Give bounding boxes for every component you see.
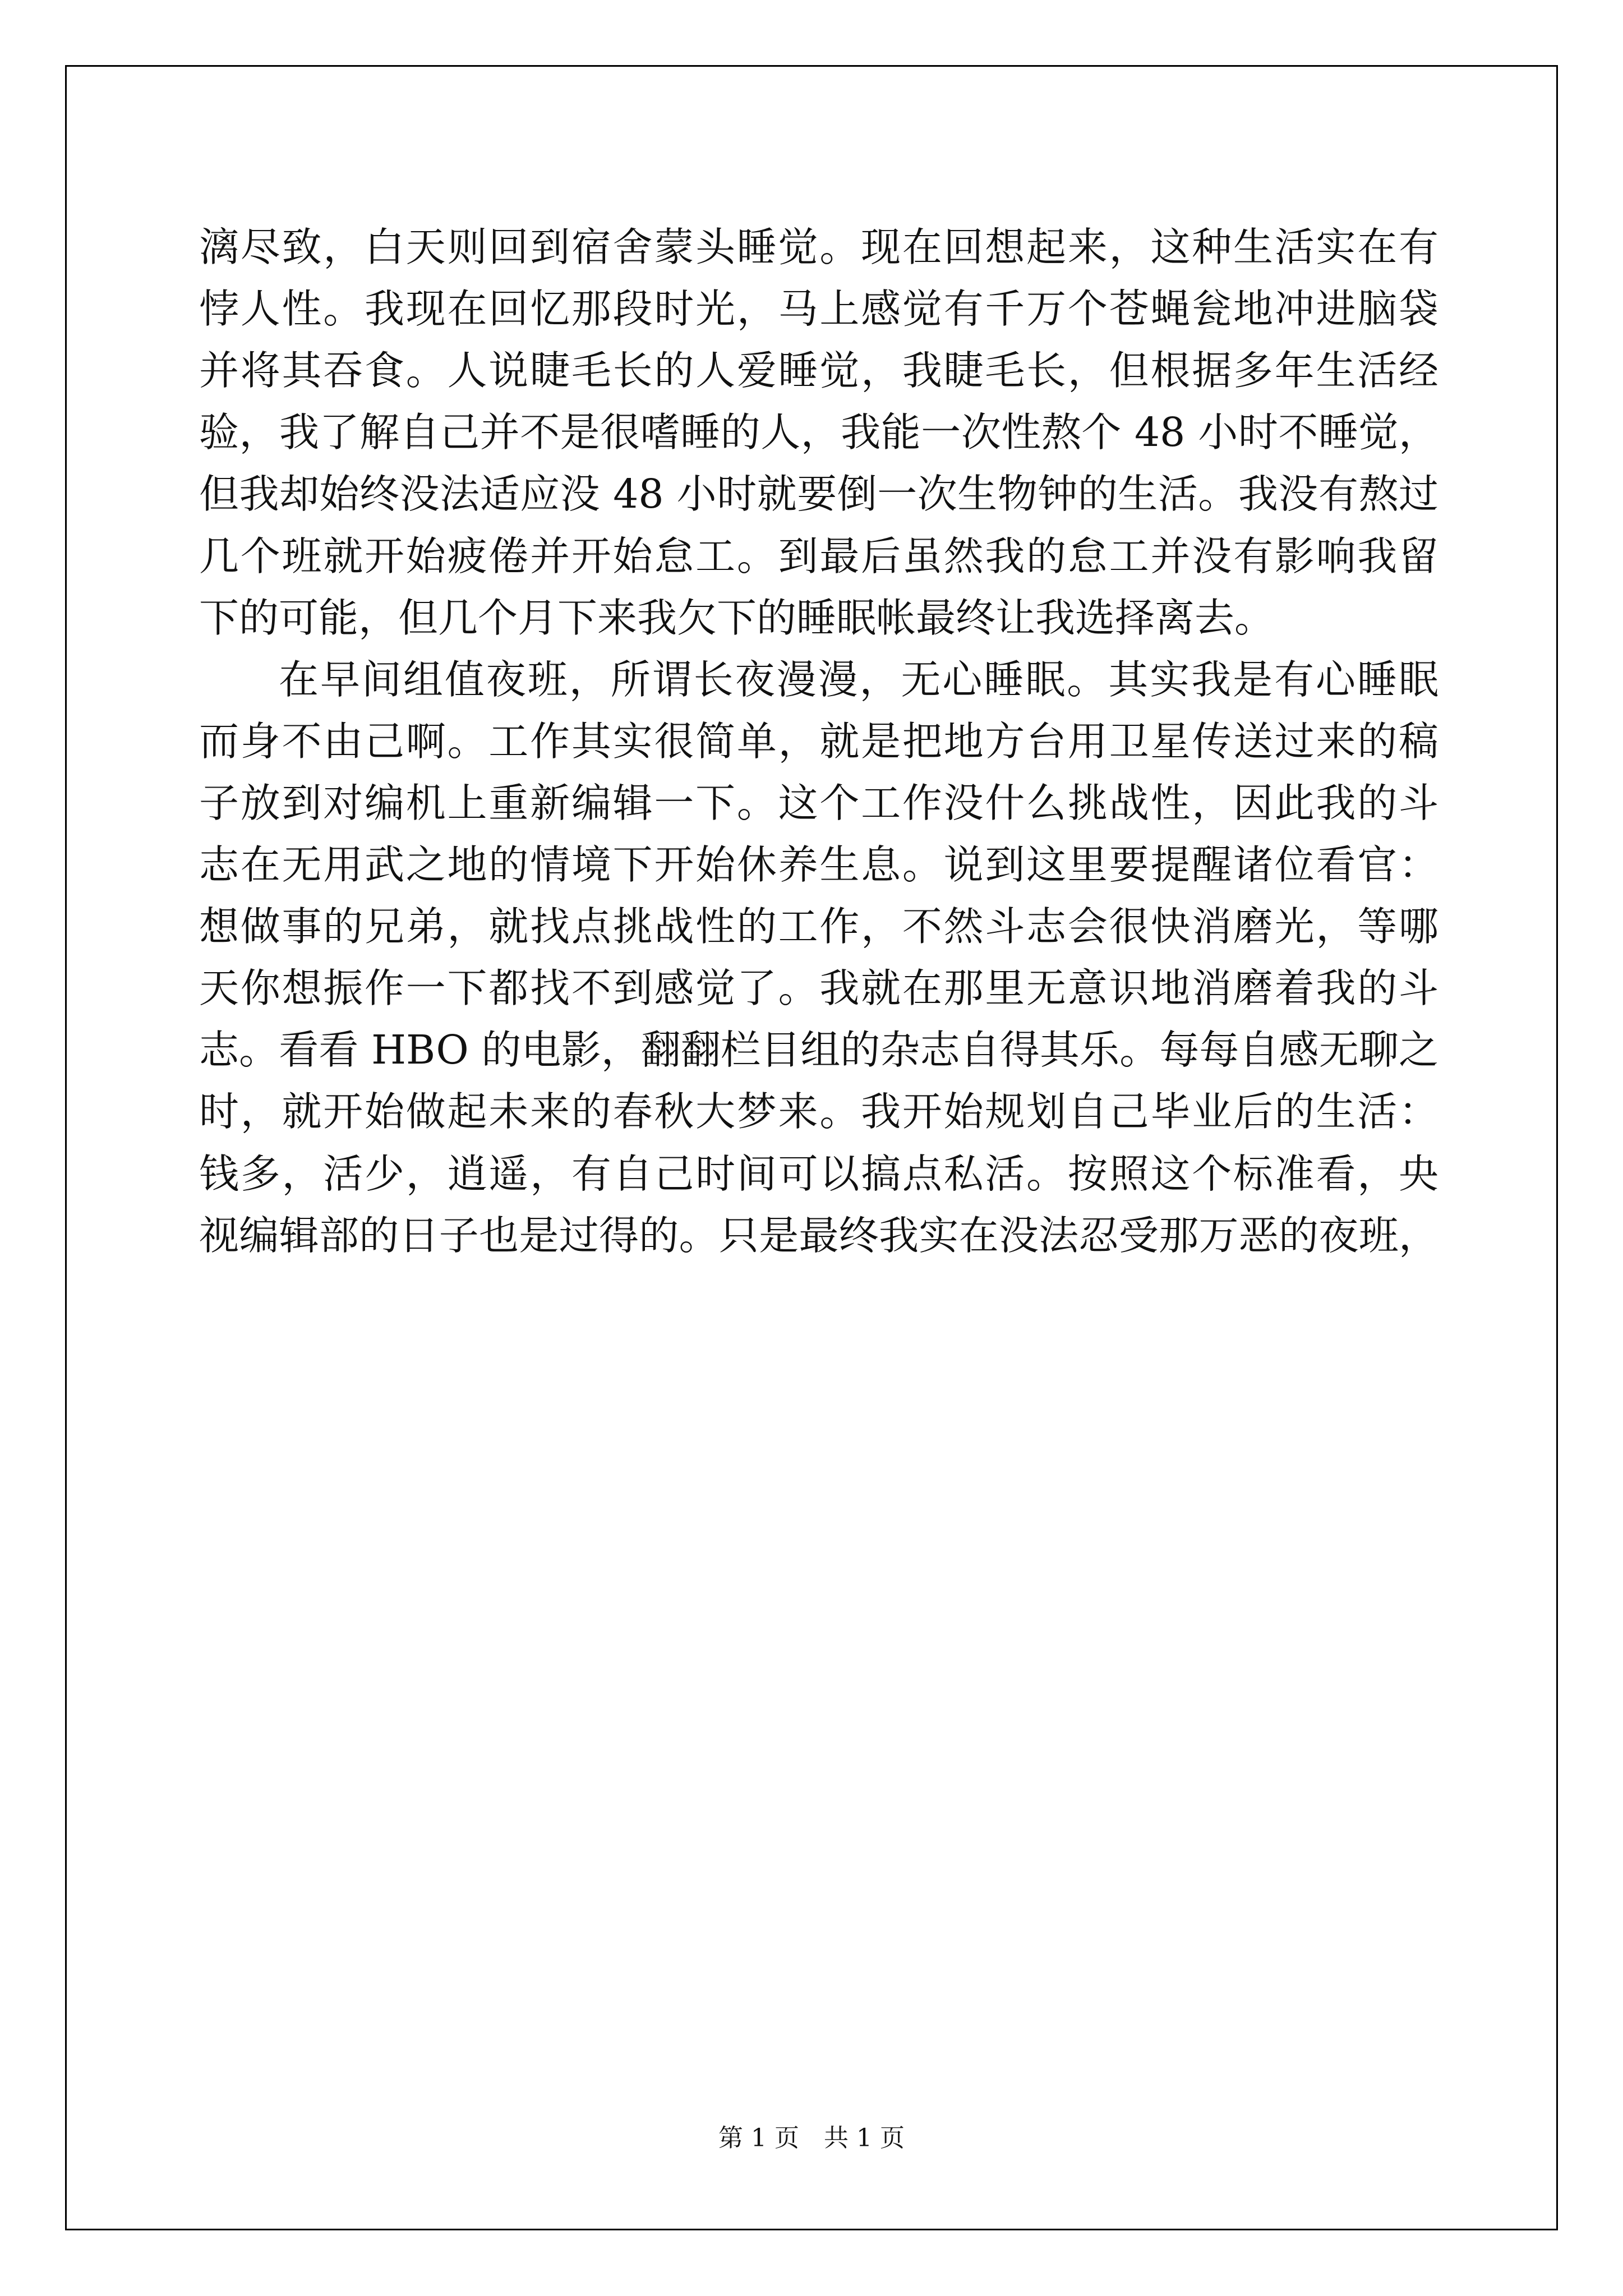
text-line: 天你想振作一下都找不到感觉了。我就在那里无意识地消磨着我的斗 — [199, 965, 1438, 1011]
text-line: 时，就开始做起未来的春秋大梦来。我开始规划自己毕业后的生活： — [199, 1088, 1438, 1135]
text-line: 并将其吞食。人说睫毛长的人爱睡觉，我睫毛长，但根据多年生活经 — [199, 347, 1438, 394]
text-line: 下的可能，但几个月下来我欠下的睡眠帐最终让我选择离去。 — [199, 595, 1275, 641]
text-line: 验，我了解自己并不是很嗜睡的人，我能一次性熬个 48 小时不睡觉， — [199, 409, 1438, 455]
text-line: 悖人性。我现在回忆那段时光，马上感觉有千万个苍蝇瓮地冲进脑袋 — [199, 286, 1438, 332]
text-line: 钱多，活少，逍遥，有自己时间可以搞点私活。按照这个标准看，央 — [199, 1151, 1438, 1197]
text-line: 漓尽致，白天则回到宿舍蒙头睡觉。现在回想起来，这种生活实在有 — [199, 224, 1438, 270]
text-line: 志。看看 HBO 的电影，翻翻栏目组的杂志自得其乐。每每自感无聊之 — [199, 1027, 1438, 1073]
text-line: 但我却始终没法适应没 48 小时就要倒一次生物钟的生活。我没有熬过 — [199, 471, 1438, 517]
text-line: 在早间组值夜班，所谓长夜漫漫，无心睡眠。其实我是有心睡眠 — [279, 656, 1438, 703]
text-line: 子放到对编机上重新编辑一下。这个工作没什么挑战性，因此我的斗 — [199, 780, 1438, 826]
text-line: 想做事的兄弟，就找点挑战性的工作，不然斗志会很快消磨光，等哪 — [199, 903, 1438, 950]
text-line: 几个班就开始疲倦并开始怠工。到最后虽然我的怠工并没有影响我留 — [199, 533, 1438, 579]
text-line: 视编辑部的日子也是过得的。只是最终我实在没法忍受那万恶的夜班， — [199, 1212, 1438, 1259]
page-footer: 第 1 页 共 1 页 — [718, 2124, 905, 2152]
text-line: 而身不由己啊。工作其实很简单，就是把地方台用卫星传送过来的稿 — [199, 718, 1438, 765]
text-line: 志在无用武之地的情境下开始休养生息。说到这里要提醒诸位看官： — [199, 841, 1438, 888]
